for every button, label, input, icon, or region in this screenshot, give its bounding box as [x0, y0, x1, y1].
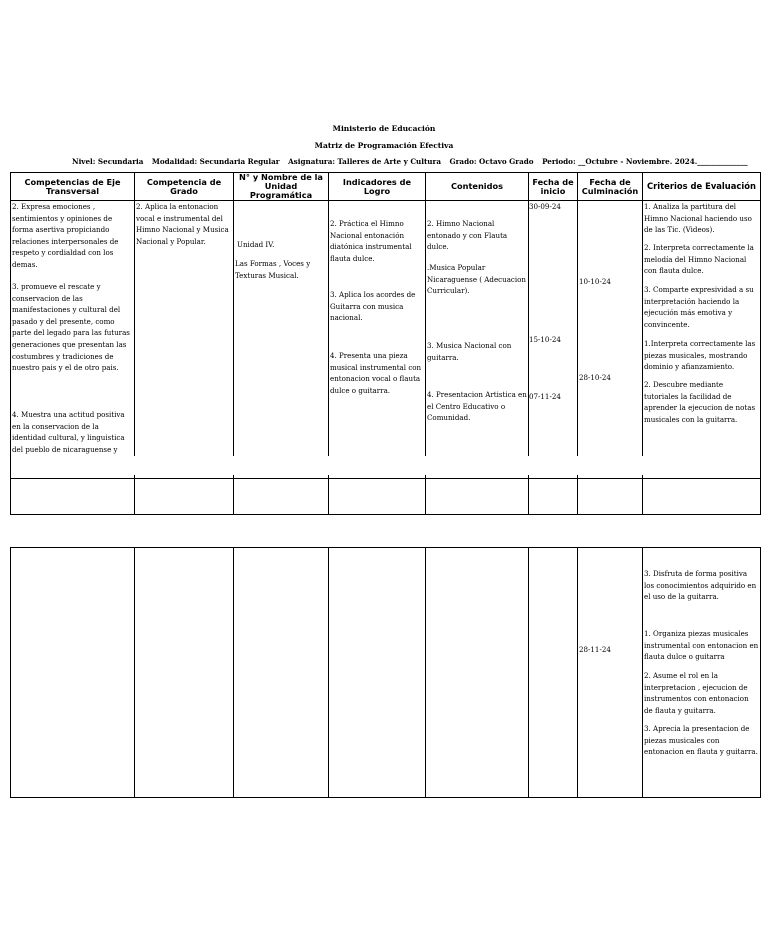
ministry-title: Ministerio de Educación: [332, 124, 436, 133]
empty-cell: [329, 548, 426, 798]
col-contenidos: Contenidos: [426, 173, 529, 201]
criterio-item: 1. Analiza la partitura del Himno Nacional haciendo uso de las Tic. (Videos).: [644, 202, 752, 235]
indicador-item: 3. Aplica los acordes de Guitarra con musica nacional.: [330, 290, 416, 323]
empty-cell: [11, 479, 135, 515]
asignatura-label: Asignatura: Talleres de Arte y Cultura: [288, 157, 441, 166]
col-criterios: Criterios de Evaluación: [643, 173, 761, 201]
col-indicadores: Indicadores de Logro: [329, 173, 426, 201]
empty-cell: [529, 548, 578, 798]
contenido-item: 4. Presentacion Artistica en el Centro Educativo o Comunidad.: [427, 390, 527, 423]
contenido-item: .Musica Popular Nicaraguense ( Adecuacion Curricular).: [427, 263, 527, 296]
competencias-eje-cell: [11, 201, 134, 478]
indicador-item: 2. Práctica el Himno Nacional entonación diatónica instrumental flauta dulce.: [330, 219, 412, 263]
criterio-item: 3. Comparte expresividad a su interpretación haciendo la ejecución más emotiva y convincente.: [644, 285, 754, 329]
empty-cell: [529, 479, 578, 515]
fecha-inicio: 15-10-24: [529, 335, 561, 344]
criterio-item: 2. Asume el rol en la interpretacion , ejecucion de instrumentos con entonacion de flauta y guitarra.: [644, 671, 749, 715]
competencia-eje-item: 3. promueve el rescate y conservacion de las manifestaciones y cultural del pasado y del presente, como parte del legado para las futuras generaciones que presentan las costumbres y tradiciones de nuestro pais y el de otro pais.: [12, 282, 130, 373]
grado-label: Grado: Octavo Grado: [449, 157, 534, 166]
criterios-cell-2: [643, 548, 760, 797]
fecha-culminacion: 10-10-24: [579, 277, 611, 286]
col-competencia-grado: Competencia de Grado: [135, 173, 234, 201]
unidad-cell: [234, 201, 328, 478]
info-line: [72, 157, 754, 166]
contenidos-cell: [426, 201, 528, 478]
row-gap: [11, 456, 759, 475]
empty-cell: [135, 479, 234, 515]
empty-cell: [329, 479, 426, 515]
criterio-item: 3. Disfruta de forma positiva los conocimientos adquirido en el uso de la guitarra.: [644, 569, 757, 602]
modalidad-label: Modalidad: Secundaria Regular: [151, 157, 280, 166]
col-fecha-culminacion: Fecha de Culminación: [578, 173, 643, 201]
fecha-inicio: 30-09-24: [529, 202, 561, 211]
competencia-grado-cell: [135, 201, 233, 478]
unidad-name: Las Formas , Voces y Texturas Musical.: [235, 259, 311, 280]
col-unidad: N° y Nombre de la Unidad Programática: [234, 173, 329, 201]
indicador-item: 4. Presenta una pieza musical instrumental con entonacion vocal o flauta dulce o guitarra.: [330, 351, 422, 395]
criterio-item: 1. Organiza piezas musicales instrumental con entonacion en flauta dulce o guitarra: [644, 629, 759, 662]
empty-cell: [11, 548, 135, 798]
criterios-cell: [643, 201, 760, 478]
competencia-eje-item: 2. Expresa emociones , sentimientos y opiniones de forma asertiva propiciando relaciones interpersonales de respeto y cordialdad con los demas.: [12, 202, 119, 269]
criterio-item: 1.Interpreta correctamente las piezas musicales, mostrando dominio y afianzamiento.: [644, 339, 756, 372]
empty-cell: [643, 479, 761, 515]
empty-cell: [135, 548, 234, 798]
col-competencias-eje: Competencias de Eje Transversal: [11, 173, 135, 201]
unidad-number: Unidad IV.: [237, 240, 275, 249]
programming-table-2: [10, 547, 761, 798]
competencia-eje-item: 4. Muestra una actitud positiva en la conservacion de la identidad cultural, y linguistica del pueblo de nicaraguense y: [12, 410, 125, 454]
empty-cell: [426, 479, 529, 515]
criterio-item: 2. Descubre mediante tutoriales la facilidad de aprender la ejecucion de notas musicales con la guitarra.: [644, 380, 756, 424]
periodo-label: Periodo: __Octubre - Noviembre. 2024.______________: [542, 157, 748, 166]
criterio-item: 2. Interpreta correctamente la melodía del Himno Nacional con flauta dulce.: [644, 243, 754, 276]
fecha-culminacion: 28-11-24: [579, 645, 611, 654]
document-title: Matriz de Programación Efectiva: [314, 141, 454, 150]
fecha-culminacion: 28-10-24: [579, 373, 611, 382]
contenido-item: 3. Musica Nacional con guitarra.: [427, 341, 512, 362]
fechas-inicio-cell: [529, 201, 577, 478]
fecha-inicio: 07-11-24: [529, 392, 561, 401]
contenido-item: 2. Himno Nacional entonado y con Flauta dulce.: [427, 219, 508, 252]
competencia-grado-text: 2. Aplica la entonacion vocal e instrumental del Himno Nacional y Musica Nacional y Popular.: [136, 202, 229, 246]
empty-cell: [578, 479, 643, 515]
empty-cell: [234, 548, 329, 798]
col-fecha-inicio: Fecha de inicio: [529, 173, 578, 201]
nivel-label: Nivel: Secundaria: [72, 157, 144, 166]
empty-cell: [426, 548, 529, 798]
fecha-culminacion-cell-2: [578, 548, 642, 797]
empty-cell: [234, 479, 329, 515]
criterio-item: 3. Aprecia la presentacion de piezas musicales con entonacion en flauta y guitarra.: [644, 724, 758, 757]
indicadores-cell: [329, 201, 425, 478]
fechas-culminacion-cell: [578, 201, 642, 478]
